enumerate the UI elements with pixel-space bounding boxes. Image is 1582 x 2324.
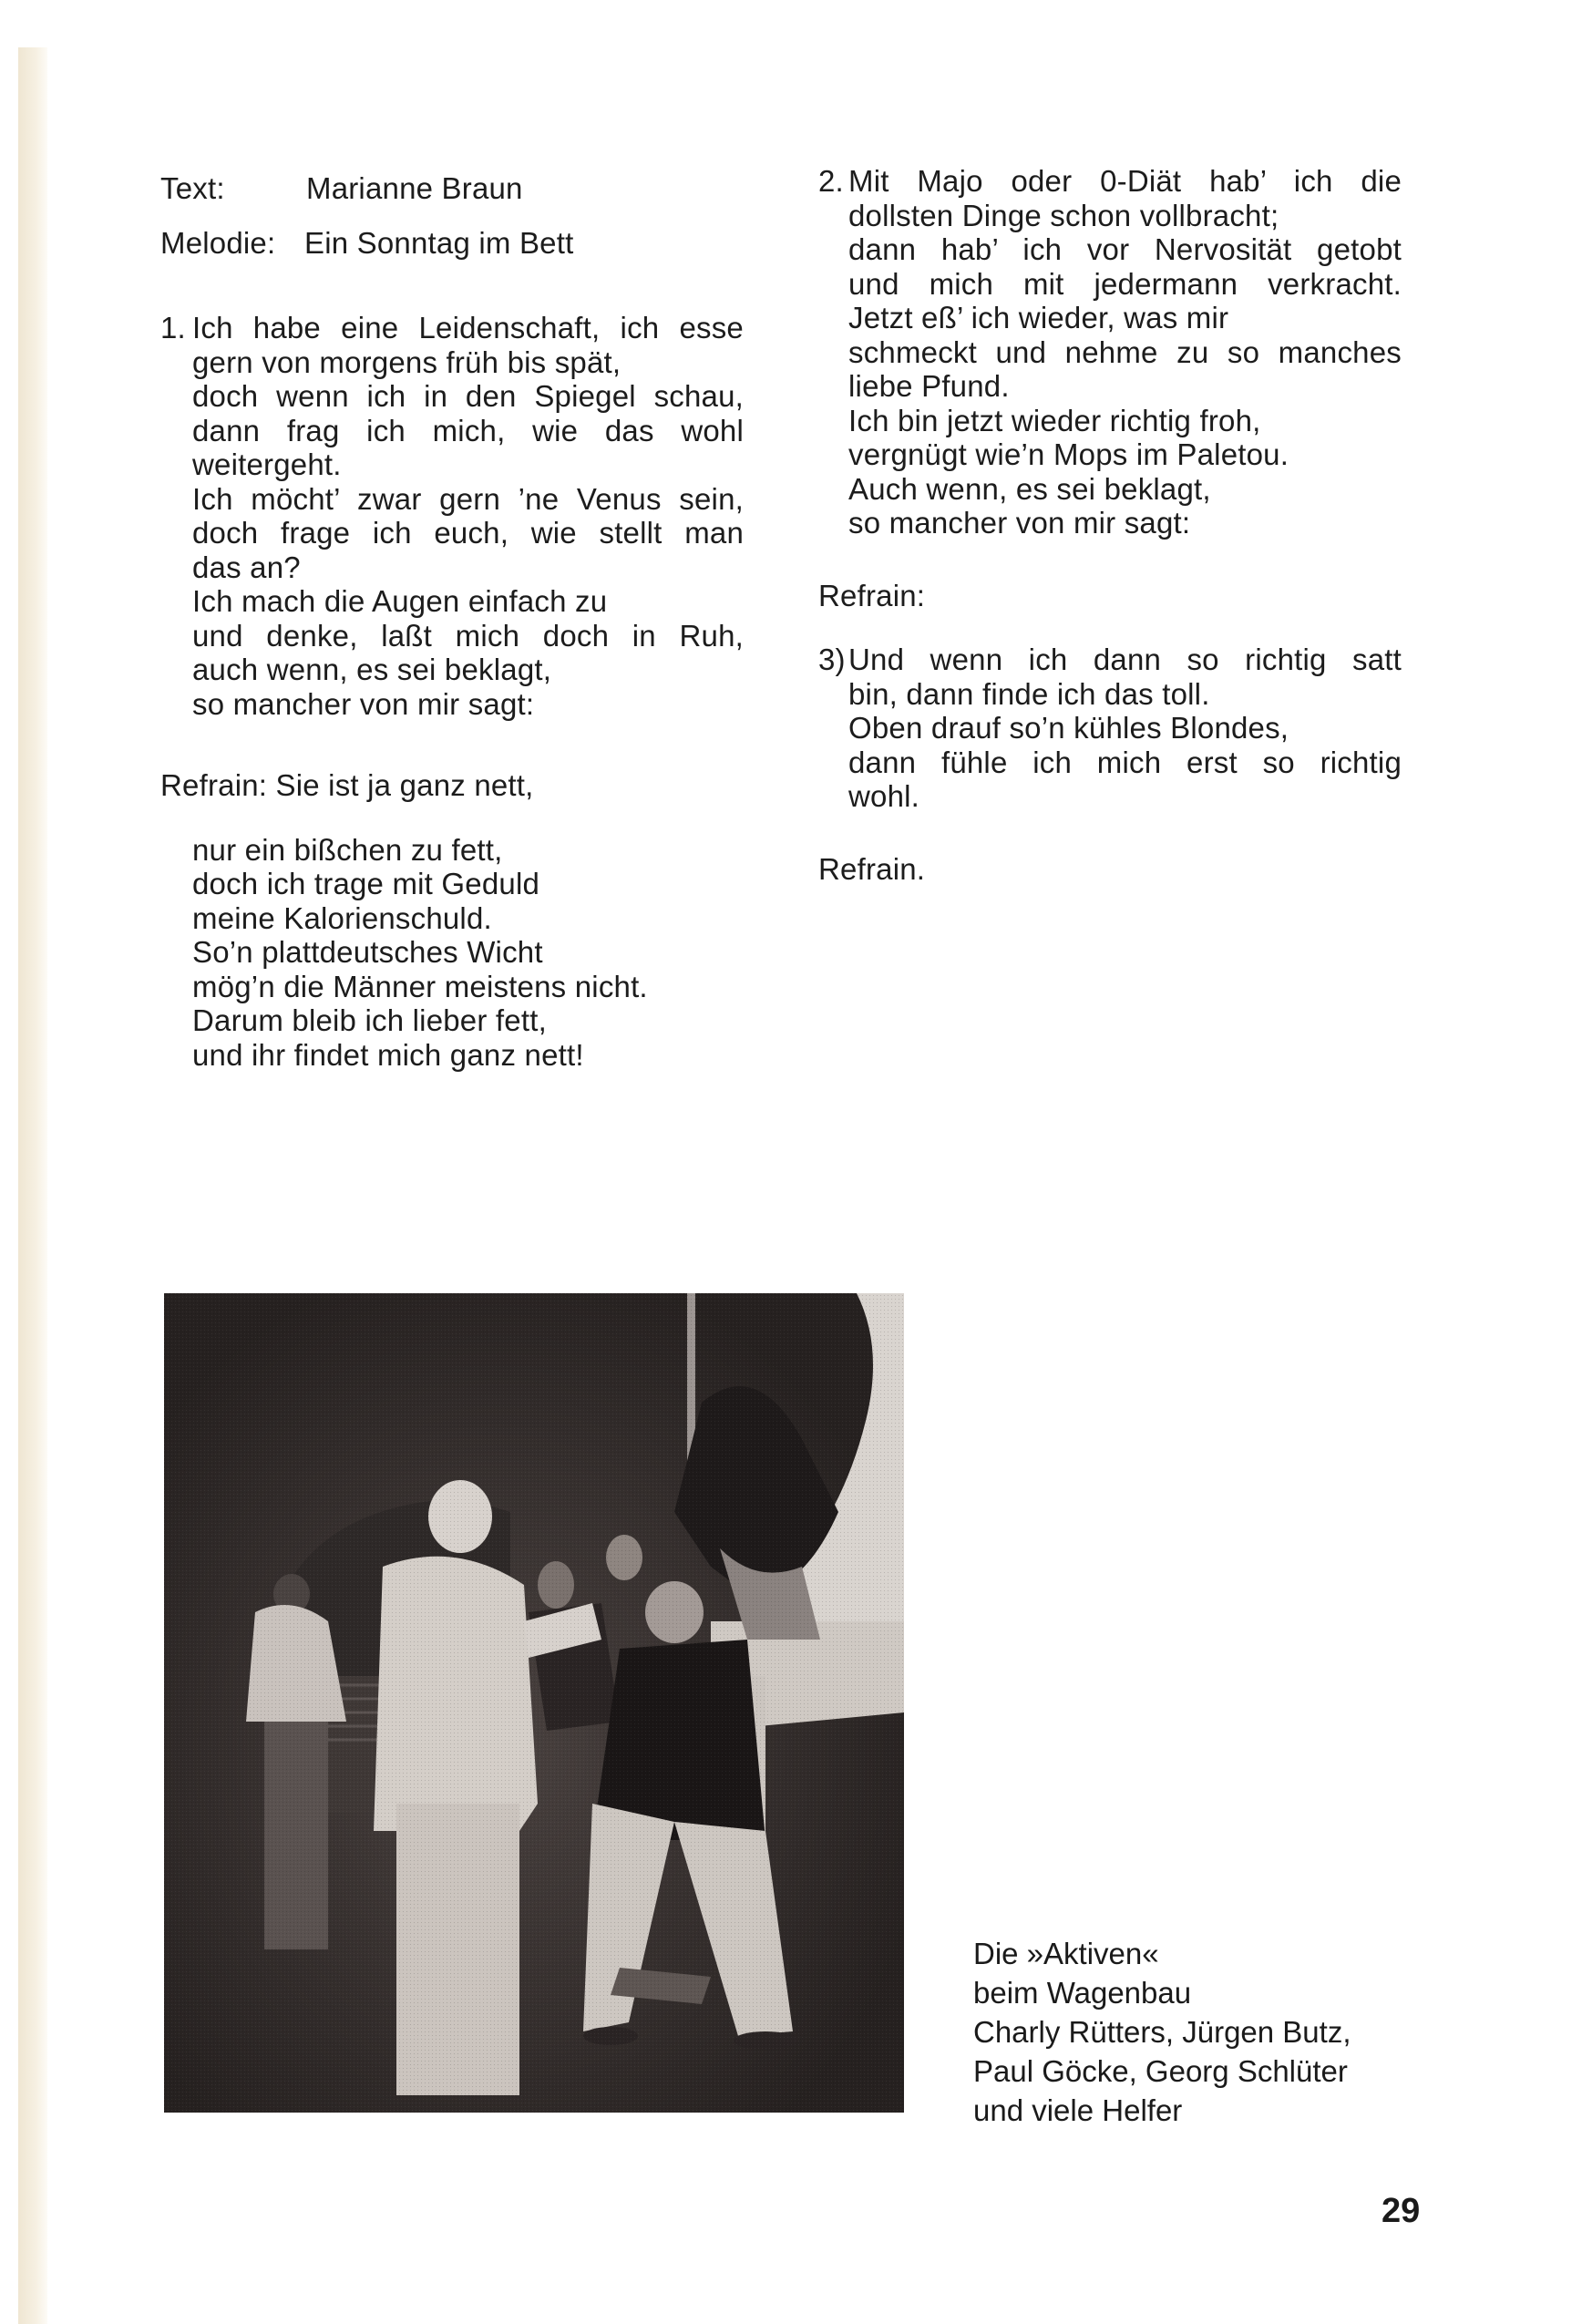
verse-line: auch wenn, es sei beklagt, bbox=[192, 653, 552, 686]
right-column bbox=[818, 164, 1402, 886]
refrain-line: meine Kalorienschuld. bbox=[192, 900, 492, 935]
verse-line: Und wenn ich dann so richtig satt bbox=[848, 643, 1402, 676]
verse-line: so mancher von mir sagt: bbox=[192, 686, 535, 721]
refrain-line: So’n plattdeutsches Wicht bbox=[192, 935, 543, 969]
verse-line: Ich möcht’ zwar gern ’ne Venus sein, bbox=[192, 481, 744, 516]
verse-line: so mancher von mir sagt: bbox=[848, 506, 1191, 540]
refrain-body bbox=[160, 833, 744, 1073]
verse-line: Ich habe eine Leidenschaft, ich esse bbox=[192, 311, 744, 344]
refrain-heading: Refrain: Sie ist ja ganz nett, bbox=[160, 768, 534, 802]
verse-line: Oben drauf so’n kühles Blondes, bbox=[848, 711, 1289, 745]
verse-line: das an? bbox=[192, 550, 301, 584]
refrain-line: doch ich trage mit Geduld bbox=[192, 867, 540, 900]
verse-line: gern von morgens früh bis spät, bbox=[192, 344, 622, 379]
verse-line: schmeckt und nehme zu so manches bbox=[848, 334, 1402, 369]
verse-line: dann frag ich mich, wie das wohl bbox=[192, 413, 744, 447]
photo-image bbox=[164, 1293, 904, 2113]
photo-float-building bbox=[164, 1293, 904, 2113]
page-number: 29 bbox=[1382, 2192, 1421, 2230]
verse-line: bin, dann finde ich das toll. bbox=[848, 676, 1210, 711]
verse-line: und denke, laßt mich doch in Ruh, bbox=[192, 618, 744, 653]
verse-line: Ich bin jetzt wieder richtig froh, bbox=[848, 403, 1261, 437]
verse-line: Ich mach die Augen einfach zu bbox=[192, 584, 608, 618]
verse-number: 3) bbox=[818, 643, 846, 676]
melody-credit bbox=[160, 226, 744, 281]
verse-3 bbox=[818, 643, 1402, 814]
verse-1 bbox=[160, 311, 744, 721]
caption-line: Paul Göcke, Georg Schlüter bbox=[973, 2054, 1348, 2088]
verse-line: dollsten Dinge schon vollbracht; bbox=[848, 198, 1279, 232]
verse-line: Mit Majo oder 0-Diät hab’ ich die bbox=[848, 164, 1402, 198]
photo-caption bbox=[973, 1934, 1351, 2130]
verse-2 bbox=[818, 164, 1402, 540]
refrain-reference: Refrain. bbox=[818, 851, 926, 886]
verse-line: und mich mit jedermann verkracht. bbox=[848, 266, 1402, 301]
verse-line: Auch wenn, es sei beklagt, bbox=[848, 471, 1211, 506]
refrain-line: und ihr findet mich ganz nett! bbox=[192, 1037, 584, 1072]
page-spine-shadow bbox=[18, 47, 47, 2324]
refrain-line: Darum bleib ich lieber fett, bbox=[192, 1003, 547, 1037]
verse-line: doch wenn ich in den Spiegel schau, bbox=[192, 379, 744, 413]
caption-line: und viele Helfer bbox=[973, 2093, 1183, 2127]
verse-line: weitergeht. bbox=[192, 447, 342, 481]
verse-line: wohl. bbox=[848, 779, 920, 813]
verse-number: 2. bbox=[818, 164, 844, 198]
left-column bbox=[160, 171, 744, 1072]
refrain-reference: Refrain: bbox=[818, 578, 926, 612]
verse-line: dann fühle ich mich erst so richtig bbox=[848, 745, 1402, 779]
verse-line: Jetzt eß’ ich wieder, was mir bbox=[848, 301, 1229, 334]
caption-line: beim Wagenbau bbox=[973, 1976, 1192, 2010]
refrain-line: nur ein bißchen zu fett, bbox=[192, 832, 503, 867]
caption-line: Charly Rütters, Jürgen Butz, bbox=[973, 2015, 1351, 2049]
text-credit bbox=[160, 171, 744, 226]
refrain-line: mög’n die Männer meistens nicht. bbox=[192, 969, 648, 1003]
verse-line: vergnügt wie’n Mops im Paletou. bbox=[848, 437, 1289, 471]
verse-line: doch frage ich euch, wie stellt man bbox=[192, 516, 744, 550]
verse-line: liebe Pfund. bbox=[848, 369, 1010, 403]
caption-line: Die »Aktiven« bbox=[973, 1937, 1159, 1970]
text-credit-label: Text: bbox=[160, 171, 225, 205]
verse-number: 1. bbox=[160, 311, 186, 344]
verse-line: dann hab’ ich vor Nervosität getobt bbox=[848, 232, 1402, 266]
melody-credit-value: Ein Sonntag im Bett bbox=[304, 226, 574, 260]
melody-credit-label: Melodie: bbox=[160, 226, 276, 260]
text-credit-value: Marianne Braun bbox=[306, 171, 523, 205]
